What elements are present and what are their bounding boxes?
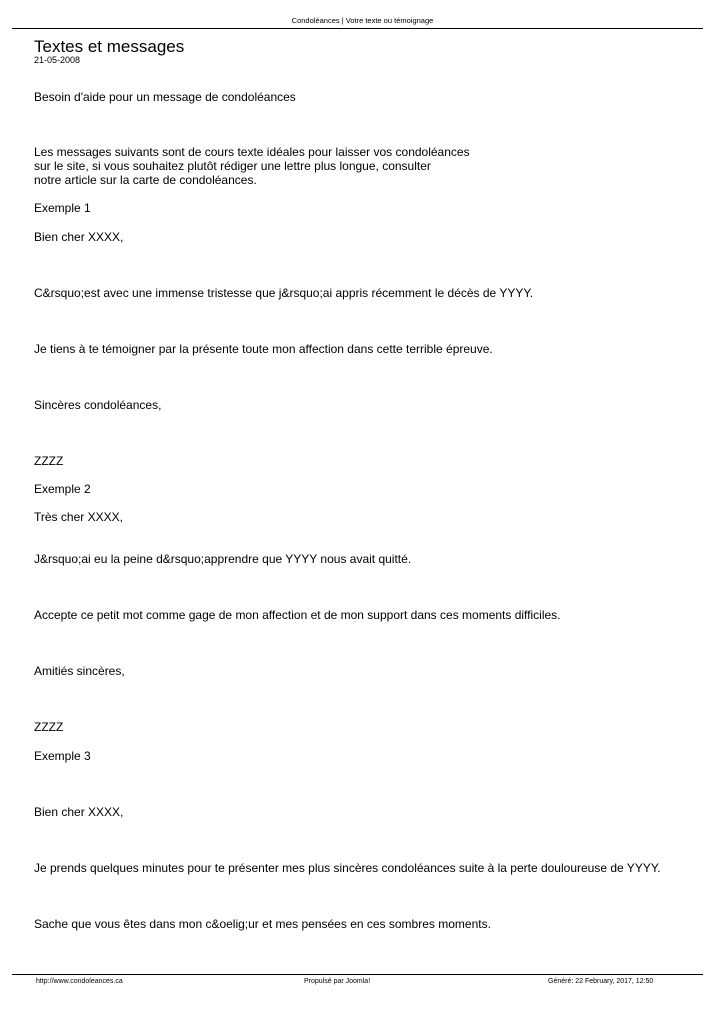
article-date: 21-05-2008 xyxy=(34,55,81,65)
example-1-body-2: Je tiens à te témoigner par la présente toute mon affection dans cette terrible épreuve. xyxy=(34,342,493,356)
example-1-greeting: Bien cher XXXX, xyxy=(34,230,124,244)
page-header-title: Condoléances | Votre texte ou témoignage xyxy=(291,16,434,25)
footer-generated-date: Généré: 22 February, 2017, 12:50 xyxy=(548,978,654,985)
article-title: Textes et messages xyxy=(34,37,185,56)
intro-line-2: sur le site, si vous souhaitez plutôt rédiger une lettre plus longue, consulter xyxy=(34,159,431,173)
intro-heading: Besoin d'aide pour un message de condoléances xyxy=(34,90,296,104)
example-1-signature: ZZZZ xyxy=(34,454,64,468)
footer-divider xyxy=(12,974,703,975)
example-3-heading: Exemple 3 xyxy=(34,749,91,763)
example-1-closing: Sincères condoléances, xyxy=(34,398,162,412)
example-2-body-2: Accepte ce petit mot comme gage de mon affection et de mon support dans ces moments difficiles. xyxy=(34,608,561,622)
example-3-body-1: Je prends quelques minutes pour te présenter mes plus sincères condoléances suite à la perte douloureuse de YYYY. xyxy=(34,861,661,875)
example-2-heading: Exemple 2 xyxy=(34,482,91,496)
footer-powered-by: Propulsé par Joomla! xyxy=(304,978,371,985)
example-3-body-2: Sache que vous êtes dans mon c&oelig;ur et mes pensées en ces sombres moments. xyxy=(34,917,491,931)
header-divider xyxy=(12,28,703,29)
intro-line-3: notre article sur la carte de condoléances. xyxy=(34,173,257,187)
example-2-closing: Amitiés sincères, xyxy=(34,664,125,678)
example-2-body-1: J&rsquo;ai eu la peine d&rsquo;apprendre que YYYY nous avait quitté. xyxy=(34,552,412,566)
example-2-greeting: Très cher XXXX, xyxy=(34,510,123,524)
footer-site-url[interactable]: http://www.condoleances.ca xyxy=(36,978,123,985)
example-3-greeting: Bien cher XXXX, xyxy=(34,805,124,819)
example-1-body-1: C&rsquo;est avec une immense tristesse que j&rsquo;ai appris récemment le décès de YYYY. xyxy=(34,286,534,300)
intro-line-1: Les messages suivants sont de cours texte idéales pour laisser vos condoléances xyxy=(34,145,470,159)
example-1-heading: Exemple 1 xyxy=(34,201,91,215)
example-2-signature: ZZZZ xyxy=(34,720,64,734)
